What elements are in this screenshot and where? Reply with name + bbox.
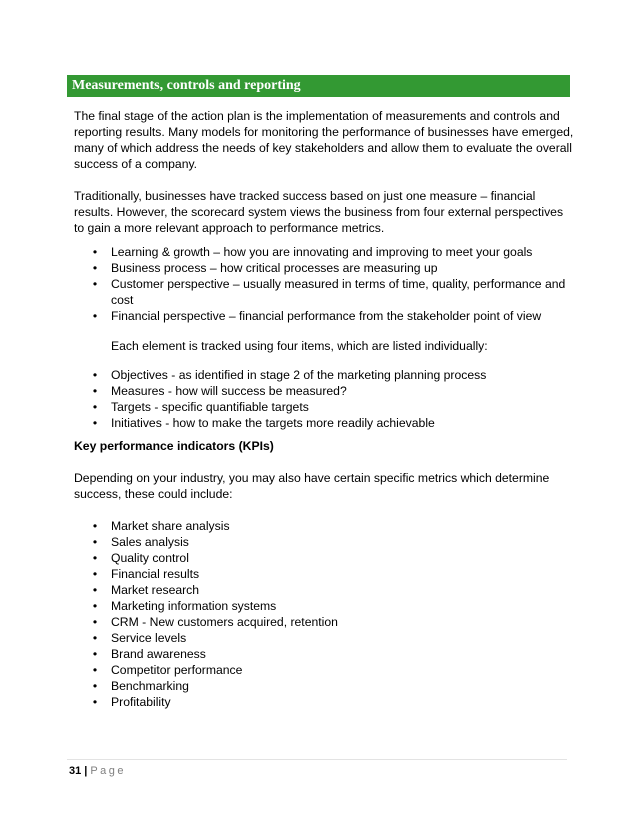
page-number: 31 [69, 765, 82, 777]
bullet-icon: • [92, 535, 98, 549]
section-title: Measurements, controls and reporting [72, 78, 301, 93]
section-title-banner [67, 75, 570, 97]
bullet-icon: • [92, 695, 98, 709]
list-item: • Targets - specific quantifiable targets [74, 399, 574, 415]
kpi-list [74, 518, 574, 710]
bullet-icon: • [92, 663, 98, 677]
list-item: • Initiatives - how to make the targets more readily achievable [74, 415, 574, 431]
tracking-items-list [74, 367, 574, 431]
list-item: • CRM - New customers acquired, retention [74, 614, 574, 630]
intro-paragraph: The final stage of the action plan is the implementation of measurements and controls and reporting results. Many models for monitoring the performance of businesses have emerged, many of which address the needs of key stakeholders and allow them to evaluate the overall success of a company. [74, 109, 574, 171]
list-item: • Competitor performance [74, 662, 574, 678]
page-footer [69, 764, 126, 778]
list-item: • Measures - how will success be measured? [74, 383, 574, 399]
bullet-icon: • [92, 384, 98, 398]
footer-separator: | [84, 765, 88, 777]
bullet-icon: • [92, 679, 98, 693]
perspectives-list [74, 244, 574, 324]
list-item: • Sales analysis [74, 534, 574, 550]
bullet-icon: • [92, 615, 98, 629]
kpi-heading: Key performance indicators (KPIs) [74, 439, 274, 453]
list-item: • Financial results [74, 566, 574, 582]
bullet-icon: • [92, 583, 98, 597]
list-item: • Business process – how critical processes are measuring up [74, 260, 574, 276]
list-item: • Objectives - as identified in stage 2 of the marketing planning process [74, 367, 574, 383]
bullet-icon: • [92, 309, 98, 323]
bullet-icon: • [92, 245, 98, 259]
list-item: • Market share analysis [74, 518, 574, 534]
bullet-icon: • [92, 519, 98, 533]
bullet-icon: • [92, 400, 98, 414]
list-item: • Service levels [74, 630, 574, 646]
bullet-icon: • [92, 416, 98, 430]
bullet-icon: • [92, 567, 98, 581]
list-item: • Benchmarking [74, 678, 574, 694]
bullet-icon: • [92, 277, 98, 291]
scorecard-paragraph: Traditionally, businesses have tracked success based on just one measure – financial results. However, the scorecard system views the business from four external perspectives to gain a more relevant approach to performance metrics. [74, 189, 564, 235]
bullet-icon: • [92, 599, 98, 613]
tracking-note: Each element is tracked using four items, which are listed individually: [111, 339, 488, 353]
kpi-paragraph: Depending on your industry, you may also have certain specific metrics which determine success, these could include: [74, 471, 550, 501]
list-item: • Market research [74, 582, 574, 598]
list-item: • Customer perspective – usually measured in terms of time, quality, performance and cost [74, 276, 574, 308]
list-item: • Profitability [74, 694, 574, 710]
list-item: • Learning & growth – how you are innovating and improving to meet your goals [74, 244, 574, 260]
list-item: • Financial perspective – financial performance from the stakeholder point of view [74, 308, 574, 324]
bullet-icon: • [92, 631, 98, 645]
bullet-icon: • [92, 551, 98, 565]
page-label: Page [90, 765, 127, 777]
list-item: • Marketing information systems [74, 598, 574, 614]
bullet-icon: • [92, 647, 98, 661]
list-item: • Brand awareness [74, 646, 574, 662]
bullet-icon: • [92, 261, 98, 275]
bullet-icon: • [92, 368, 98, 382]
page-body [74, 108, 574, 710]
footer-divider [67, 759, 567, 760]
list-item: • Quality control [74, 550, 574, 566]
